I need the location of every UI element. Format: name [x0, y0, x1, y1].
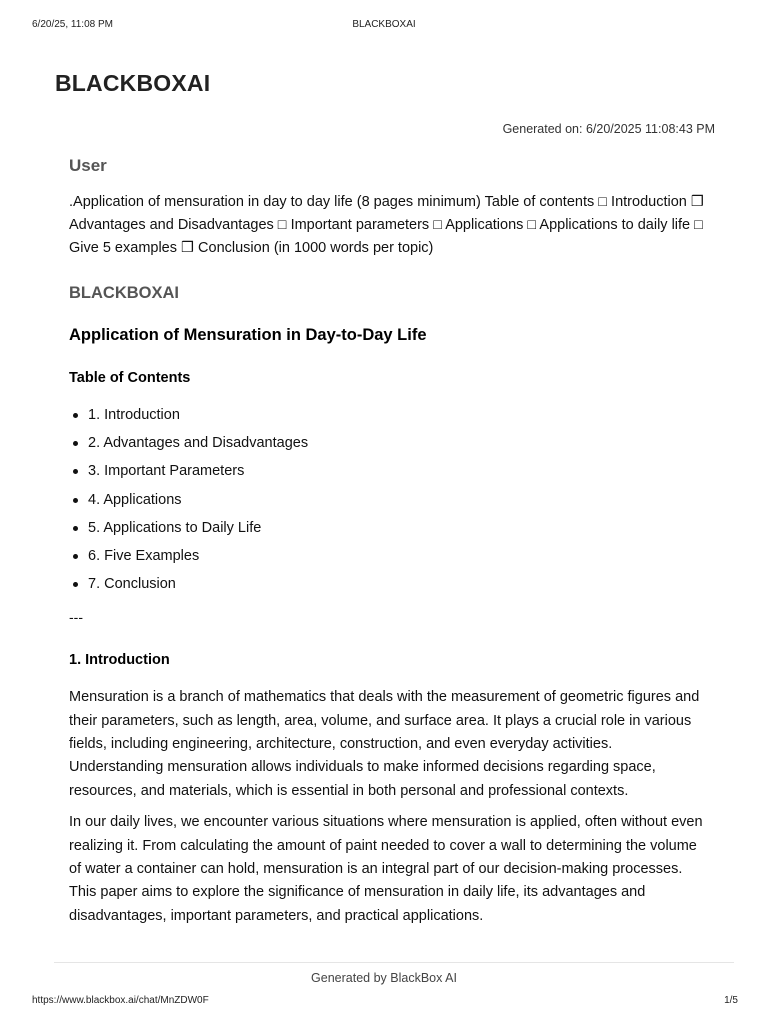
chat-transcript — [69, 156, 705, 928]
generated-on-timestamp: Generated on: 6/20/2025 11:08:43 PM — [502, 122, 715, 136]
introduction-heading: 1. Introduction — [69, 652, 170, 669]
toc-item: 3. Important Parameters — [69, 463, 705, 479]
document-heading: Application of Mensuration in Day-to-Day Life — [69, 326, 427, 344]
user-message: .Application of mensuration in day to day life (8 pages minimum) Table of contents □ Introduction ❒ Advantages and Disadvantages □ Important parameters □ Applications □ Applications to daily life □ Give 5 examples ❒ Conclusion (in 1000 words per topic) — [69, 194, 704, 256]
introduction-paragraph: In our daily lives, we encounter various situations where mensuration is applied, often without even realizing it. From calculating the amount of paint needed to cover a wall to determining the volume of water a container can hold, mensuration is an integral part of our decision-making processes. This paper aims to explore the significance of mensuration in daily life, its advantages and disadvantages, important parameters, and practical applications. — [69, 814, 703, 924]
assistant-role-label: BLACKBOXAI — [69, 284, 179, 302]
toc-item: 2. Advantages and Disadvantages — [69, 435, 705, 451]
toc-item: 7. Conclusion — [69, 576, 705, 592]
toc-heading: Table of Contents — [69, 370, 191, 386]
print-url: https://www.blackbox.ai/chat/MnZDW0F — [32, 995, 209, 1006]
footer-divider — [54, 962, 734, 963]
generated-by-footer: Generated by BlackBox AI — [311, 971, 457, 985]
toc-item: 4. Applications — [69, 492, 705, 508]
page-number: 1/5 — [724, 995, 738, 1006]
table-of-contents — [69, 407, 705, 592]
print-title: BLACKBOXAI — [352, 19, 416, 30]
user-role-label: User — [69, 156, 107, 175]
toc-item: 6. Five Examples — [69, 548, 705, 564]
introduction-paragraph: Mensuration is a branch of mathematics that deals with the measurement of geometric figures and their parameters, such as length, area, volume, and surface area. It plays a crucial role in various fields, including engineering, architecture, construction, and even everyday activities. Understanding mensuration allows individuals to make informed decisions regarding space, resources, and materials, which is essential in both personal and professional contexts. — [69, 689, 700, 799]
toc-item: 5. Applications to Daily Life — [69, 520, 705, 536]
print-footer — [32, 995, 738, 1009]
brand-title: BLACKBOXAI — [55, 70, 211, 96]
section-separator: --- — [69, 609, 83, 626]
print-datetime: 6/20/25, 11:08 PM — [32, 19, 113, 30]
print-header — [32, 19, 736, 33]
toc-item: 1. Introduction — [69, 407, 705, 423]
